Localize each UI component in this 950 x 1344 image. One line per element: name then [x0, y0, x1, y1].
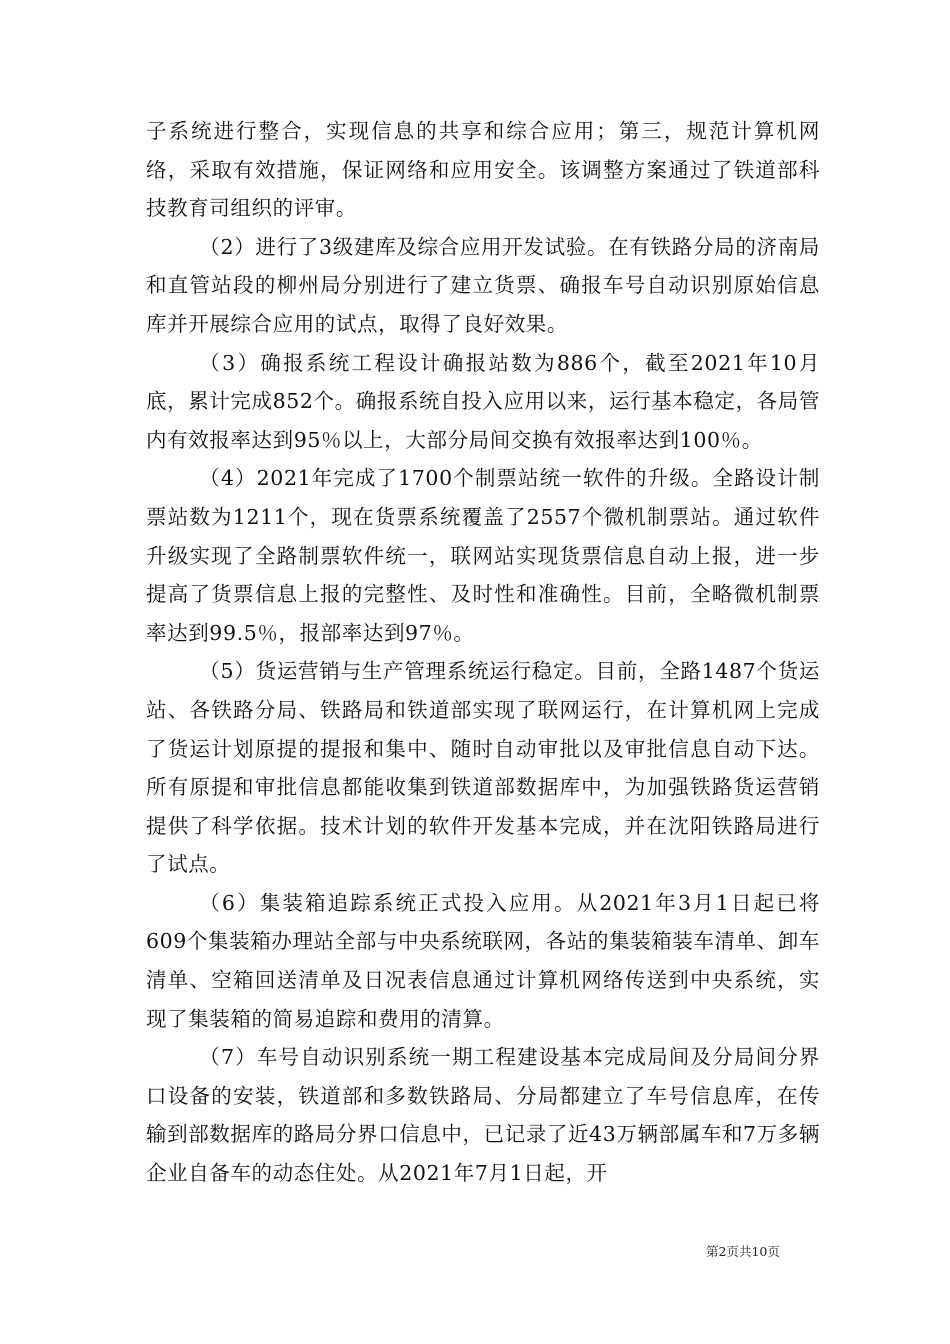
paragraph-2: （2）进行了3级建库及综合应用开发试验。在有铁路分局的济南局和直管站段的柳州局分别进行了建立货票、确报车号自动识别原始信息库并开展综合应用的试点，取得了良好效果。 [146, 234, 820, 336]
paragraph-3: （3）确报系统工程设计确报站数为886个，截至2021年10月底，累计完成852个。确报系统自投入应用以来，运行基本稳定，各局管内有效报率达到95％以上，大部分局间交换有效报率达到100％。 [146, 350, 820, 452]
paragraph-4: （4）2021年完成了1700个制票站统一软件的升级。全路设计制票站数为1211个，现在货票系统覆盖了2557个微机制票站。通过软件升级实现了全路制票软件统一，联网站实现货票信息自动上报，进一步提高了货票信息上报的完整性、及时性和准确性。目前，全略微机制票率达到99.5％，报部率达到97％。 [146, 466, 820, 645]
document-body [146, 112, 820, 1193]
page-number-footer: 第2页共10页 [706, 1244, 780, 1259]
paragraph-6: （6）集装箱追踪系统正式投入应用。从2021年3月1日起已将609个集装箱办理站全部与中央系统联网，各站的集装箱装车清单、卸车清单、空箱回送清单及日况表信息通过计算机网络传送到中央系统，实现了集装箱的简易追踪和费用的清算。 [146, 890, 820, 1031]
paragraph-7: （7）车号自动识别系统一期工程建设基本完成局间及分局间分界口设备的安装，铁道部和多数铁路局、分局都建立了车号信息库，在传输到部数据库的路局分界口信息中，已记录了近43万辆部属车和7万多辆企业自备车的动态住处。从2021年7月1日起，开 [146, 1045, 820, 1186]
paragraph-1: 子系统进行整合，实现信息的共享和综合应用；第三，规范计算机网络，采取有效措施，保证网络和应用安全。该调整方案通过了铁道部科技教育司组织的评审。 [146, 119, 820, 221]
paragraph-5: （5）货运营销与生产管理系统运行稳定。目前，全路1487个货运站、各铁路分局、铁路局和铁道部实现了联网运行，在计算机网上完成了货运计划原提的提报和集中、随时自动审批以及审批信息自动下达。所有原提和审批信息都能收集到铁道部数据库中，为加强铁路货运营销提供了科学依据。技术计划的软件开发基本完成，并在沈阳铁路局进行了试点。 [146, 659, 820, 877]
